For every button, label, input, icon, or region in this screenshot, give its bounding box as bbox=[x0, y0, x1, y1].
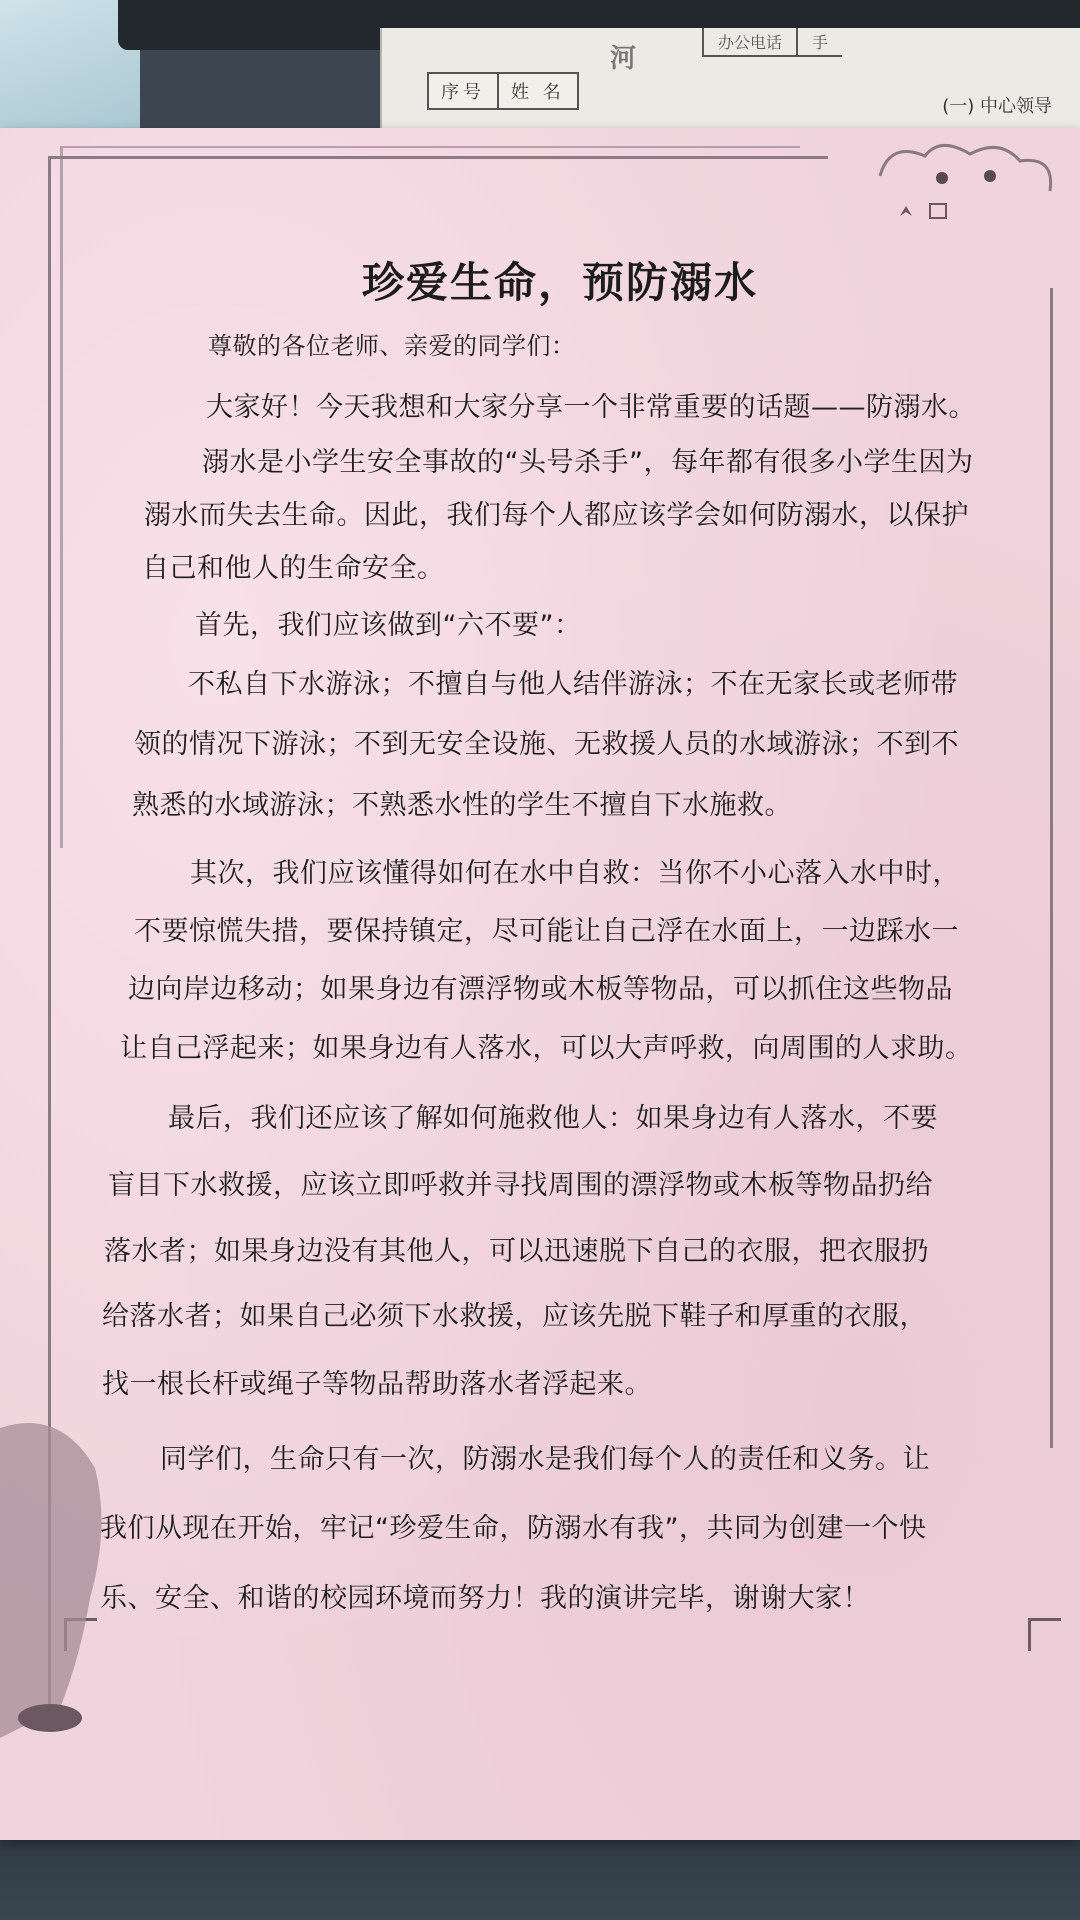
background-form-header bbox=[702, 28, 842, 57]
body-line: 落水者；如果身边没有其他人，可以迅速脱下自己的衣服，把衣服扔 bbox=[104, 1236, 929, 1267]
body-line: 乐、安全、和谐的校园环境而努力！我的演讲完毕，谢谢大家！ bbox=[100, 1583, 870, 1614]
body-line: 我们从现在开始，牢记“珍爱生命，防溺水有我”，共同为创建一个快 bbox=[100, 1513, 927, 1544]
silhouette-decoration-icon bbox=[0, 1408, 110, 1738]
body-line: 领的情况下游泳；不到无安全设施、无救援人员的水域游泳；不到不 bbox=[134, 729, 959, 760]
body-line: 让自己浮起来；如果身边有人落水，可以大声呼救，向周围的人求助。 bbox=[120, 1033, 973, 1064]
background-form-section: (一) 中心领导 bbox=[942, 96, 1052, 117]
background-form-columns bbox=[427, 72, 579, 110]
salutation-line: 尊敬的各位老师、亲爱的同学们： bbox=[208, 332, 576, 360]
background-form-header-cell: 办公电话 bbox=[702, 28, 796, 55]
frame-top-line bbox=[48, 156, 828, 159]
body-line: 给落水者；如果自己必须下水救援，应该先脱下鞋子和厚重的衣服， bbox=[102, 1301, 927, 1332]
body-line: 熟悉的水域游泳；不熟悉水性的学生不擅自下水施救。 bbox=[132, 790, 792, 821]
frame-top-inner-line bbox=[60, 146, 800, 148]
body-line: 自己和他人的生命安全。 bbox=[142, 553, 445, 584]
body-line: 其次，我们应该懂得如何在水中自救：当你不小心落入水中时， bbox=[190, 858, 960, 889]
body-line: 首先，我们应该做到“六不要”： bbox=[195, 610, 582, 641]
body-line: 溺水是小学生安全事故的“头号杀手”，每年都有很多小学生因为 bbox=[202, 447, 974, 478]
body-line: 边向岸边移动；如果身边有漂浮物或木板等物品，可以抓住这些物品 bbox=[128, 974, 953, 1005]
body-line: 最后，我们还应该了解如何施救他人：如果身边有人落水，不要 bbox=[168, 1103, 938, 1134]
body-line: 找一根长杆或绳子等物品帮助落水者浮起来。 bbox=[102, 1369, 652, 1400]
body-line: 同学们，生命只有一次，防溺水是我们每个人的责任和义务。让 bbox=[160, 1444, 930, 1475]
background-form-column: 姓 名 bbox=[511, 82, 565, 103]
background-form-header-cell: 手 bbox=[796, 28, 842, 55]
body-line: 溺水而失去生命。因此，我们每个人都应该学会如何防溺水，以保护 bbox=[144, 500, 969, 531]
frame-corner-bottom-right bbox=[1028, 1618, 1061, 1651]
document-title: 珍爱生命，预防溺水 bbox=[361, 258, 758, 307]
cartoon-decoration-icon bbox=[870, 136, 1060, 226]
body-line: 盲目下水救援，应该立即呼救并寻找周围的漂浮物或木板等物品扔给 bbox=[108, 1170, 933, 1201]
body-line: 不要惊慌失措，要保持镇定，尽可能让自己浮在水面上，一边踩水一 bbox=[134, 916, 959, 947]
frame-right-line bbox=[1050, 288, 1053, 1448]
background-form-column: 序号 bbox=[429, 74, 499, 108]
body-line: 不私自下水游泳；不擅自与他人结伴游泳；不在无家长或老师带 bbox=[188, 669, 958, 700]
background-form-title-char: 河 bbox=[610, 44, 637, 74]
floor-background bbox=[0, 1830, 1080, 1920]
body-line: 大家好！今天我想和大家分享一个非常重要的话题——防溺水。 bbox=[206, 392, 976, 423]
